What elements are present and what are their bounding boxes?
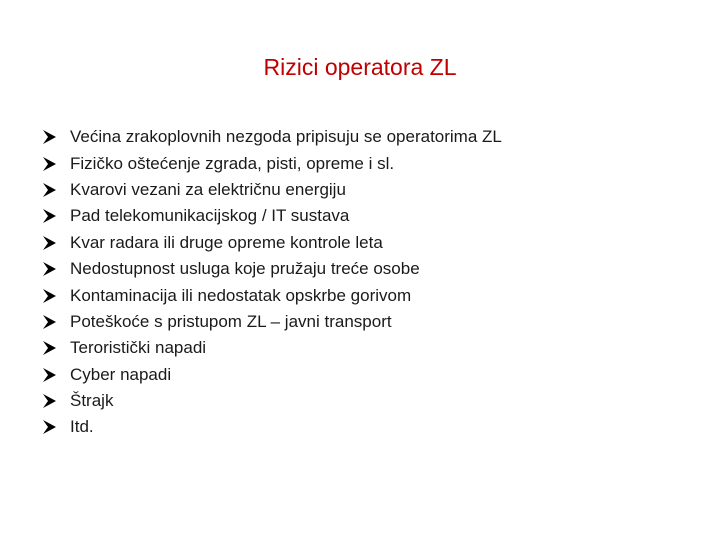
- arrowhead-bullet-icon: [43, 183, 70, 197]
- list-item-text: Itd.: [70, 417, 94, 437]
- list-item-text: Kvar radara ili druge opreme kontrole leta: [70, 232, 383, 252]
- list-item-text: Teroristički napadi: [70, 338, 207, 358]
- arrowhead-bullet-icon: [43, 289, 70, 303]
- list-item-text: Pad telekomunikacijskog / IT sustava: [70, 206, 350, 226]
- list-item-text: Kontaminacija ili nedostatak opskrbe gorivom: [70, 285, 412, 305]
- list-item: [43, 230, 502, 256]
- list-item: [43, 124, 502, 150]
- list-item-text: Većina zrakoplovnih nezgoda pripisuju se operatorima ZL: [70, 127, 502, 147]
- list-item-text: Štrajk: [70, 391, 114, 411]
- list-item: [43, 309, 502, 335]
- list-item: [43, 388, 502, 414]
- list-item: [43, 282, 502, 308]
- list-item: [43, 177, 502, 203]
- list-item: [43, 150, 502, 176]
- arrowhead-bullet-icon: [43, 209, 70, 223]
- list-item-text: Nedostupnost usluga koje pružaju treće osobe: [70, 259, 420, 279]
- arrowhead-bullet-icon: [43, 315, 70, 329]
- list-item-text: Kvarovi vezani za električnu energiju: [70, 179, 346, 199]
- list-item-text: Poteškoće s pristupom ZL – javni transport: [70, 311, 392, 331]
- list-item-text: Fizičko oštećenje zgrada, pisti, opreme i sl.: [70, 153, 395, 173]
- list-item: [43, 335, 502, 361]
- list-item: [43, 362, 502, 388]
- arrowhead-bullet-icon: [43, 368, 70, 382]
- bullet-list: [43, 124, 502, 441]
- arrowhead-bullet-icon: [43, 236, 70, 250]
- arrowhead-bullet-icon: [43, 130, 70, 144]
- list-item: [43, 203, 502, 229]
- list-item-text: Cyber napadi: [70, 364, 172, 384]
- arrowhead-bullet-icon: [43, 394, 70, 408]
- list-item: [43, 414, 502, 440]
- slide-title: Rizici operatora ZL: [263, 54, 457, 80]
- list-item: [43, 256, 502, 282]
- arrowhead-bullet-icon: [43, 157, 70, 171]
- arrowhead-bullet-icon: [43, 341, 70, 355]
- arrowhead-bullet-icon: [43, 262, 70, 276]
- arrowhead-bullet-icon: [43, 420, 70, 434]
